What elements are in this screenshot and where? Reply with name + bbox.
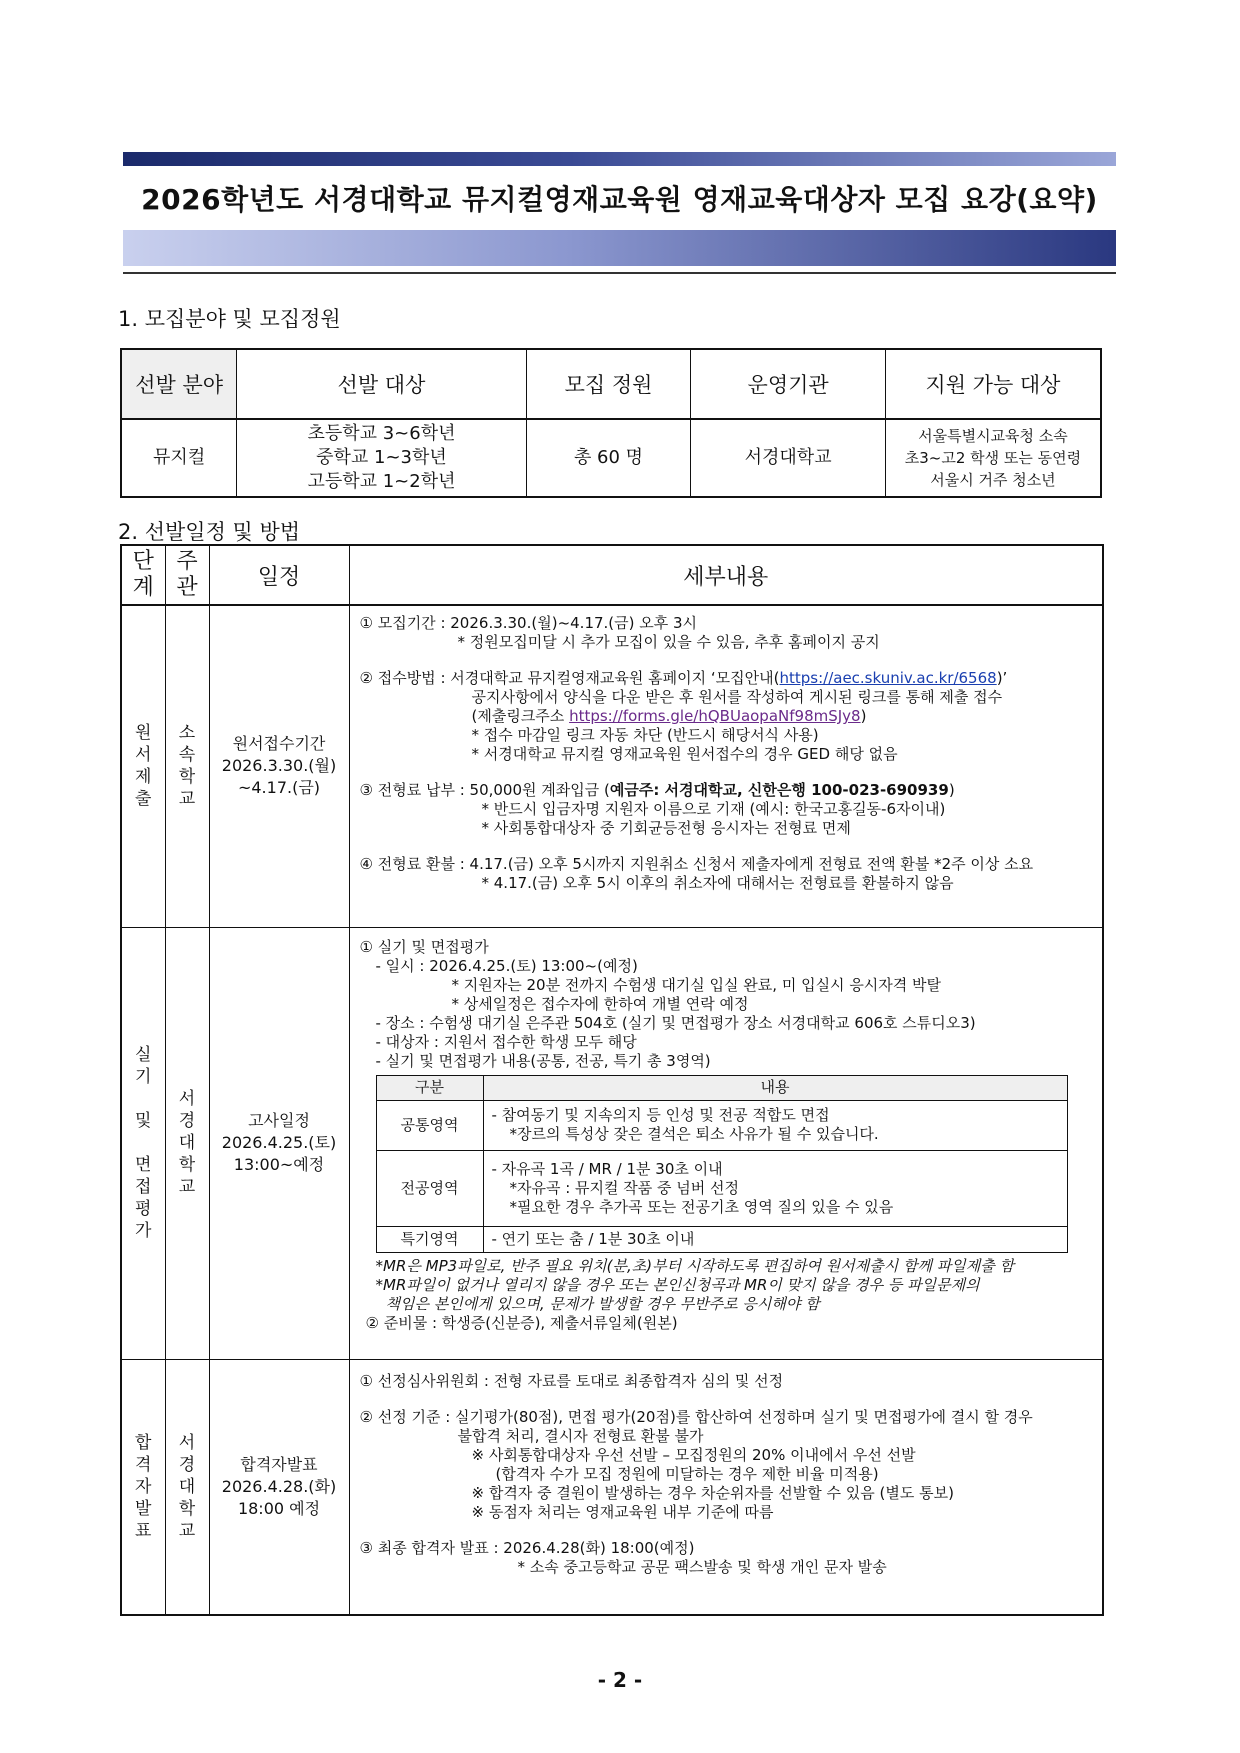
schedule-application: 원서접수기간 2026.3.30.(월) ~4.17.(금) (209, 605, 349, 927)
table-row (376, 1150, 1067, 1226)
org-cell: 서경대학교 (691, 419, 886, 497)
recruitment-table-header (121, 349, 1101, 419)
host-university: 서 경 대 학 교 (165, 1359, 209, 1615)
section2-heading: 2. 선발일정 및 방법 (118, 520, 301, 544)
evaluation-header-content: 내용 (483, 1075, 1067, 1100)
homepage-link[interactable]: https://aec.skuniv.ac.kr/6568 (779, 669, 997, 687)
evaluation-table (376, 1075, 1068, 1253)
header-detail: 세부내용 (349, 545, 1103, 605)
target-line: 중학교 1~3학년 (316, 447, 447, 468)
evaluation-content: - 연기 또는 춤 / 1분 30초 이내 (483, 1226, 1067, 1252)
field-cell: 뮤지컬 (121, 419, 237, 497)
eligibility-cell (885, 419, 1101, 497)
table-row (376, 1226, 1067, 1252)
evaluation-content: - 자유곡 1곡 / MR / 1분 30초 이내 *자유곡 : 뮤지컬 작품 중 넘버 선정 *필요한 경우 추가곡 또는 전공기초 영역 질의 있을 수 있음 (483, 1150, 1067, 1226)
schedule-table (120, 544, 1104, 1616)
detail-application: ① 모집기간 : 2026.3.30.(월)~4.17.(금) 오후 3시 * 정원모집미달 시 추가 모집이 있을 수 있음, 추후 홈페이지 공지 ② 접수방법 : 서경대학교 뮤지컬영재교육원 홈페이지 ‘모집안내(https://aec.skuniv.ac.kr/6568)’ 공지사항에서 양식을 다운 받은 후 원서를 작성하여 게시된 링크를 통해 제출 접수 (제출링크주소 https://forms.gle/hQBUaopaNf98mSJy8) * 접수 마감일 링크 자동 차단 (반드시 해당서식 사용) * 서경대학교 뮤지컬 영재교육원 원서접수의 경우 GED 해당 없음 ③ 전형료 납부 : 50,000원 계좌입금 (예금주: 서경대학교, 신한은행 100-023-690939) * 반드시 입금자명 지원자 이름으로 기재 (예시: 한국고홍길동-6자이내) * 사회통합대상자 중 기회균등전형 응시자는 전형료 면제 ④ 전형료 환불 : 4.17.(금) 오후 5시까지 지원취소 신청서 제출자에게 전형료 전액 환불 *2주 이상 소요 * 4.17.(금) 오후 5시 이후의 취소자에 대해서는 전형료를 환불하지 않음 (349, 605, 1103, 927)
header-stage: 단 계 (121, 545, 165, 605)
header-field: 선발 분야 (121, 349, 237, 419)
quota-cell: 총 60 명 (526, 419, 691, 497)
header-bar-bottom (123, 230, 1116, 266)
evaluation-table-header (376, 1075, 1067, 1100)
evaluation-category: 특기영역 (376, 1226, 483, 1252)
header-org: 운영기관 (691, 349, 886, 419)
form-link[interactable]: https://forms.gle/hQBUaopaNf98mSJy8 (569, 707, 861, 725)
target-line: 고등학교 1~2학년 (307, 471, 456, 492)
target-line: 초등학교 3~6학년 (307, 423, 456, 444)
eligibility-line: 초3~고2 학생 또는 동연령 (904, 449, 1082, 467)
header-host: 주 관 (165, 545, 209, 605)
recruitment-table (120, 348, 1102, 498)
detail-announcement: ① 선정심사위원회 : 전형 자료를 토대로 최종합격자 심의 및 선정 ② 선정 기준 : 실기평가(80점), 면접 평가(20점)를 합산하여 선정하며 실기 및 면접평가에 결시 할 경우 불합격 처리, 결시자 전형료 환불 불가 ※ 사회통합대상자 우선 선발 – 모집정원의 20% 이내에서 우선 선발 (합격자 수가 모집 정원에 미달하는 경우 제한 비율 미적용) ※ 합격자 중 결원이 발생하는 경우 차순위자를 선발할 수 있음 (별도 통보) ※ 동점자 처리는 영재교육원 내부 기준에 따름 ③ 최종 합격자 발표 : 2026.4.28(화) 18:00(예정) * 소속 중고등학교 공문 팩스발송 및 학생 개인 문자 발송 (349, 1359, 1103, 1615)
schedule-table-header (121, 545, 1103, 605)
stage-application: 원 서 제 출 (121, 605, 165, 927)
eligibility-line: 서울시 거주 청소년 (930, 471, 1056, 489)
host-school: 소 속 학 교 (165, 605, 209, 927)
detail-audition: ① 실기 및 면접평가 - 일시 : 2026.4.25.(토) 13:00~(예정) * 지원자는 20분 전까지 수험생 대기실 입실 완료, 미 입실시 응시자격 박탈 * 상세일정은 접수자에 한하여 개별 연락 예정 - 장소 : 수험생 대기실 은주관 504호 (실기 및 면접평가 장소 서경대학교 606호 스튜디오3) - 대상자 : 지원서 접수한 학생 모두 해당 - 실기 및 면접평가 내용(공통, 전공, 특기 총 3영역) 구분 내용 공통영역 - 참여동기 및 지속의지 등 인성 및 전공 적합도 면접 *장르의 특성상 잦은 결석은 퇴소 사유가 될 수 있습니다. 전공영역 - 자유곡 1곡 / MR / 1분 30초 이내 *자유곡 : 뮤지컬 작품 중 넘버 선정 *필요한 경우 추가곡 또는 전공기초 영역 질의 있을 수 있음 특기영역 - 연기 또는 춤 / 1분 30초 이내 *MR은 MP3파일로, 반주 필요 위치(분,초)부터 시작하도록 편집하여 원서제출시 함께 파일제출 함 *MR파일이 없거나 열리지 않을 경우 또는 본인신청곡과 MR이 맞지 않을 경우 등 파일문제의 책임은 본인에게 있으며, 문제가 발생할 경우 무반주로 응시해야 함 ② 준비물 : 학생증(신분증), 제출서류일체(원본) (349, 927, 1103, 1359)
stage-announcement: 합 격 자 발 표 (121, 1359, 165, 1615)
header-target: 선발 대상 (237, 349, 526, 419)
header-bar-top (123, 152, 1116, 166)
table-row (121, 605, 1103, 927)
evaluation-header-category: 구분 (376, 1075, 483, 1100)
document-title: 2026학년도 서경대학교 뮤지컬영재교육원 영재교육대상자 모집 요강(요약) (141, 183, 1098, 216)
table-row (376, 1100, 1067, 1150)
schedule-audition: 고사일정 2026.4.25.(토) 13:00~예정 (209, 927, 349, 1359)
header-rule (123, 272, 1116, 274)
evaluation-category: 공통영역 (376, 1100, 483, 1150)
evaluation-content: - 참여동기 및 지속의지 등 인성 및 전공 적합도 면접 *장르의 특성상 잦은 결석은 퇴소 사유가 될 수 있습니다. (483, 1100, 1067, 1150)
header-schedule: 일정 (209, 545, 349, 605)
stage-audition: 실 기 및 면 접 평 가 (121, 927, 165, 1359)
header-eligibility: 지원 가능 대상 (885, 349, 1101, 419)
host-university: 서 경 대 학 교 (165, 927, 209, 1359)
schedule-announcement: 합격자발표 2026.4.28.(화) 18:00 예정 (209, 1359, 349, 1615)
table-row (121, 927, 1103, 1359)
target-cell (237, 419, 526, 497)
eligibility-line: 서울특별시교육청 소속 (918, 427, 1068, 445)
table-row (121, 1359, 1103, 1615)
section1-heading: 1. 모집분야 및 모집정원 (118, 307, 341, 331)
evaluation-category: 전공영역 (376, 1150, 483, 1226)
page-number: - 2 - (597, 1668, 643, 1692)
header-quota: 모집 정원 (526, 349, 691, 419)
table-row (121, 419, 1101, 497)
